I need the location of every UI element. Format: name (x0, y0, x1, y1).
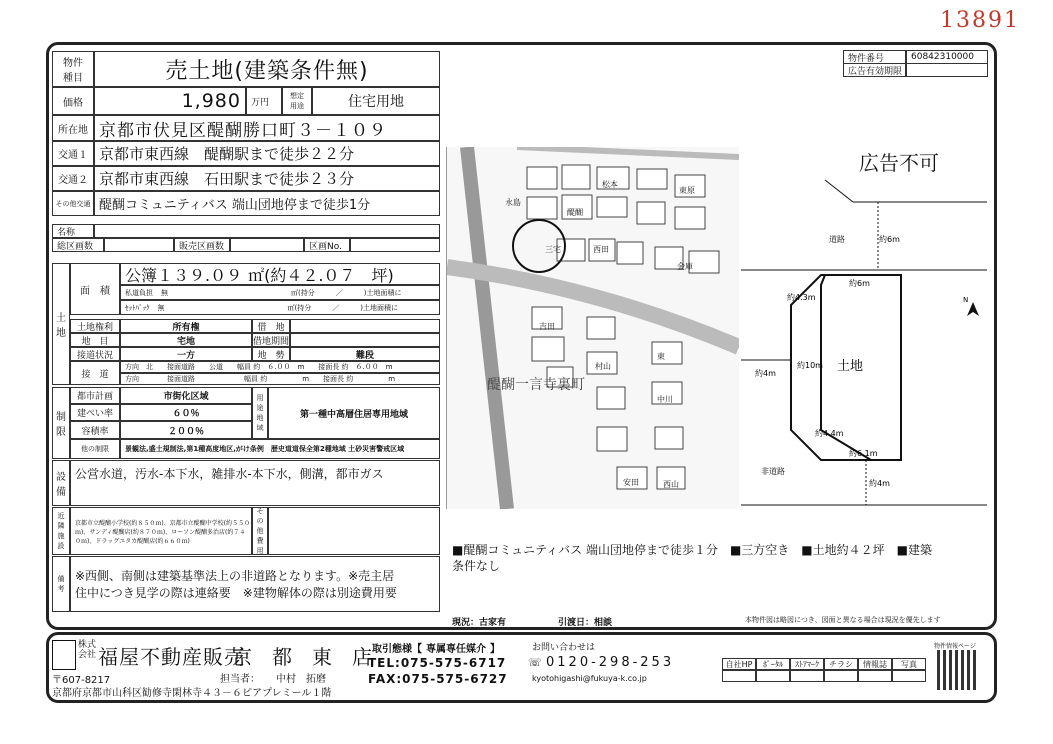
kinrin-value (70, 507, 252, 555)
sketch-left-w: 約4m (755, 369, 776, 378)
free-dial: 0120-298-253 (546, 655, 675, 670)
transport1-value: 京都市東西線 醍醐駅まで徒歩２２分 (94, 141, 440, 166)
branch-name: 京 都 東 店 (232, 645, 372, 669)
toshi-value: 市街化区域 (120, 387, 252, 404)
other-value: 景観法,盛土規制法,第1種高度地区,がけ条例 歴史道道保全第2種地域 土砂災害警戒区域 (120, 439, 440, 459)
torihiki-value: 専属専任媒介 (426, 644, 486, 655)
kinrin-line2: ｍ)、サンディ醍醐店(約８７０ｍ)、ローソン醍醐多治店(約７４ (75, 528, 246, 536)
address-label: 所在地 (52, 115, 94, 141)
bukken-label: 物件 種目 (52, 51, 94, 87)
biko-line1: ※西側、南側は建築基準法上の非道路となります。※売主居 (75, 569, 395, 583)
setsudo2-label: 接 道 (70, 361, 120, 385)
sokaku-label: 総区画数 (52, 238, 104, 252)
road2: 方向 接面道路 幅員 約 m 接面長 約 m (120, 373, 440, 385)
map-label-12: 金庫 (677, 262, 693, 271)
youto-label: 想定 用途 (282, 87, 312, 115)
road1: 方向 北 接面道路 公道 幅員 約 ６.００ m 接面長 約 ６.００ m (120, 361, 440, 373)
sketch-svg (741, 80, 987, 510)
transport2-value: 京都市東西線 石田駅まで徒歩２３分 (94, 166, 440, 191)
kenri-label: 土地権利 (70, 319, 120, 333)
torihiki-label: 取引態様【 (372, 644, 422, 655)
tag-box-0 (722, 670, 756, 682)
company-kabu: 株式 会社 (78, 640, 97, 660)
staff (220, 670, 326, 685)
sketch-side-sw: 約4.4m (815, 429, 844, 438)
kinrin-label: 近 隣 施 設 (52, 507, 70, 555)
menseki-row (120, 263, 440, 285)
map-label-11: 中川 (657, 395, 673, 404)
biko-value (70, 556, 440, 612)
notes (452, 542, 987, 574)
torihiki (372, 640, 500, 655)
north-arrow-icon (963, 296, 979, 316)
kinrin-line3: ０ｍ)、ドラッグユタカ醍醐店(約６６０ｍ) (75, 537, 190, 545)
setback-value: 無 (157, 303, 165, 312)
toshi-label: 都市計画 (70, 387, 120, 404)
email: kyotohigashi@fukuya-k.co.jp (532, 674, 647, 683)
other-label: 他の制限 (70, 439, 120, 459)
shido-label: 私道負担 (125, 288, 153, 297)
shakuchi-ken-label: 借地期間 (252, 333, 290, 347)
hikiwatashi (558, 615, 612, 628)
transport3-value: 醍醐コミュニティバス 端山団地停まで徒歩1分 (94, 191, 440, 216)
price-unit: 万円 (246, 87, 282, 115)
m2-area: ㎡(約４２.０７ (248, 265, 356, 285)
postal-code: 〒607-8217 (52, 675, 111, 686)
map-area-name: 醍醐一言寺裏町 (487, 377, 585, 393)
notes-line2: 条件なし (452, 559, 501, 573)
bukken-no-label: 物件番号 (843, 50, 906, 64)
map-label-3: 東 (657, 352, 665, 361)
yoseki-label: 容積率 (70, 421, 120, 439)
price-value: 1,980 (94, 87, 246, 115)
site-sketch (741, 80, 987, 510)
youto-value: 住宅用地 (312, 87, 440, 115)
map-label-1: 三宅 (545, 245, 561, 254)
company-name: 福屋不動産販売 (98, 645, 245, 669)
map-label-10: 安田 (623, 478, 639, 487)
chimoku-label: 地 目 (70, 333, 120, 347)
kenri-value: 所有権 (120, 319, 252, 333)
land-section-label: 土 地 (52, 263, 70, 385)
shido-unit: ㎡(持分 ／ )土地面積に (291, 288, 402, 297)
biko-label: 備 考 (52, 556, 70, 612)
sketch-title: 広告不可 (859, 151, 939, 175)
biko-line2: 住中につき見学の際は連絡要 ※建物解体の際は別途費用要 (75, 586, 397, 600)
tag-2: ｽﾄｱﾏｰｸ (790, 658, 824, 670)
setsudo-label: 接道状況 (70, 347, 120, 361)
tag-5: 写真 (892, 658, 926, 670)
sokaku-value (104, 238, 174, 252)
map-label-5: 吉田 (539, 322, 555, 331)
sketch-road-s: 非道路 (761, 467, 785, 476)
qr-code-icon[interactable] (937, 650, 977, 690)
sonota-value (268, 507, 440, 555)
menseki-label: 面 積 (70, 263, 120, 315)
map-svg (447, 147, 739, 509)
sketch-side-w: 約10m (797, 361, 823, 370)
map-label-4: 松本 (602, 180, 618, 189)
tag-0: 自社HP (722, 658, 756, 670)
map-label-6: 東原 (679, 186, 695, 195)
staff-label: 担当者： (220, 674, 260, 685)
setsubi-value: 公営水道，汚水-本下水，雑排水-本下水，側溝，都市ガス (70, 460, 440, 506)
tag-box-1 (756, 670, 790, 682)
map-label-8: 村山 (595, 362, 611, 371)
tel: TEL:075-575-6717 (368, 656, 507, 670)
setback-row (120, 300, 440, 315)
kenpei-value: ６０％ (120, 404, 252, 421)
hanbai-label: 販売区画数 (174, 238, 230, 252)
sketch-road-n: 道路 (829, 235, 845, 244)
setback-unit: ㎡(持分 ／ )土地面積に (287, 303, 398, 312)
meisho-label: 名称 (52, 224, 94, 238)
restrict-section-label: 制 限 (52, 387, 70, 459)
kukaku-label: 区画No. (304, 238, 350, 252)
qr-label: 物件情報ページ (934, 643, 976, 650)
fax: FAX:075-575-6727 (368, 672, 508, 686)
tag-box-2 (790, 670, 824, 682)
genkyo-value: 古家有 (479, 618, 507, 628)
shakuchi-ken-value (290, 333, 440, 347)
map-label-7: 醍醐 (567, 208, 583, 217)
tag-box-5 (892, 670, 926, 682)
address-value: 京都市伏見区醍醐勝口町３－１０９ (94, 115, 440, 141)
disclaimer: 本物件図は略図につき、図面と異なる場合は現況を優先します (745, 616, 941, 624)
kobo-area: 公簿１３９.０９ (125, 265, 243, 285)
youto-chiki-value: 第一種中高層住居専用地域 (268, 387, 440, 439)
setback-label: ｾｯﾄﾊﾞｯｸ (125, 303, 150, 312)
shido-row (120, 285, 440, 300)
hikiwatashi-label: 引渡日： (558, 618, 595, 628)
staff-name: 中村 拓磨 (276, 674, 326, 685)
transport3-label: その他交通 (52, 191, 94, 216)
bukken-no: 60842310000 (906, 50, 988, 64)
sketch-side-nw: 約4.3m (787, 293, 816, 302)
setsudo-value: 一方 (120, 347, 252, 361)
meisho-value (94, 224, 440, 238)
chimoku-value: 宅地 (120, 333, 252, 347)
tag-3: チラシ (824, 658, 858, 670)
map-label-2: 西田 (593, 245, 609, 254)
chisei-value: 難段 (290, 347, 440, 361)
tag-4: 情報誌 (858, 658, 892, 670)
tag-box-4 (858, 670, 892, 682)
inquiry-label: お問い合わせは (532, 643, 596, 653)
koukoku-label: 広告有効期限 (843, 63, 906, 77)
torihiki-end: 】 (490, 644, 500, 655)
genkyo (452, 615, 506, 628)
handwritten-number: 13891 (940, 8, 1020, 33)
sketch-side-top: 約6m (849, 279, 870, 288)
sonota-label: その他費用 (252, 507, 268, 555)
yoseki-value: ２００％ (120, 421, 252, 439)
koukoku-value (906, 63, 988, 77)
genkyo-label: 現況： (452, 618, 480, 628)
freedial-icon: ☏ (528, 656, 542, 669)
kenpei-label: 建ぺい率 (70, 404, 120, 421)
shido-value: 無 (161, 288, 168, 297)
company-logo-icon (52, 640, 76, 670)
company-address: 京都府京都市山科区勧修寺閑林寺４３－６ピアプレミール１階 (52, 688, 332, 699)
shakuchi-label: 借 地 (252, 319, 290, 333)
transport2-label: 交通２ (52, 166, 94, 191)
youto-chiki-label: 用途地域 (252, 387, 268, 439)
transport1-label: 交通１ (52, 141, 94, 166)
chisei-label: 地 勢 (252, 347, 290, 361)
kukaku-value (350, 238, 440, 252)
sketch-road-n-w: 約6m (879, 235, 900, 244)
property-type: 売土地(建築条件無) (94, 51, 440, 87)
tag-box-3 (824, 670, 858, 682)
tag-1: ﾎﾟｰﾀﾙ (756, 658, 790, 670)
hanbai-value (230, 238, 304, 252)
tsubo-area: 坪) (371, 265, 394, 285)
area-map (446, 147, 739, 509)
shakuchi-value (290, 319, 440, 333)
map-label-0: 永島 (505, 198, 521, 207)
sketch-side-s: 約6.1m (849, 449, 878, 458)
north-label: N (963, 296, 969, 304)
sketch-road-s-w: 約4m (869, 479, 890, 488)
kinrin-line1: 京都市立醍醐小学校(約８５０ｍ)、京都市立醍醐中学校(約５５０ (75, 519, 251, 527)
notes-line1: ■醍醐コミュニティバス 端山団地停まで徒歩１分 ■三方空き ■土地約４２坪 ■建築 (452, 543, 932, 557)
map-label-9: 西山 (663, 480, 679, 489)
sketch-land: 土地 (837, 359, 864, 374)
price-label: 価格 (52, 87, 94, 115)
hikiwatashi-value: 相談 (594, 618, 613, 628)
setsubi-label: 設 備 (52, 460, 70, 506)
